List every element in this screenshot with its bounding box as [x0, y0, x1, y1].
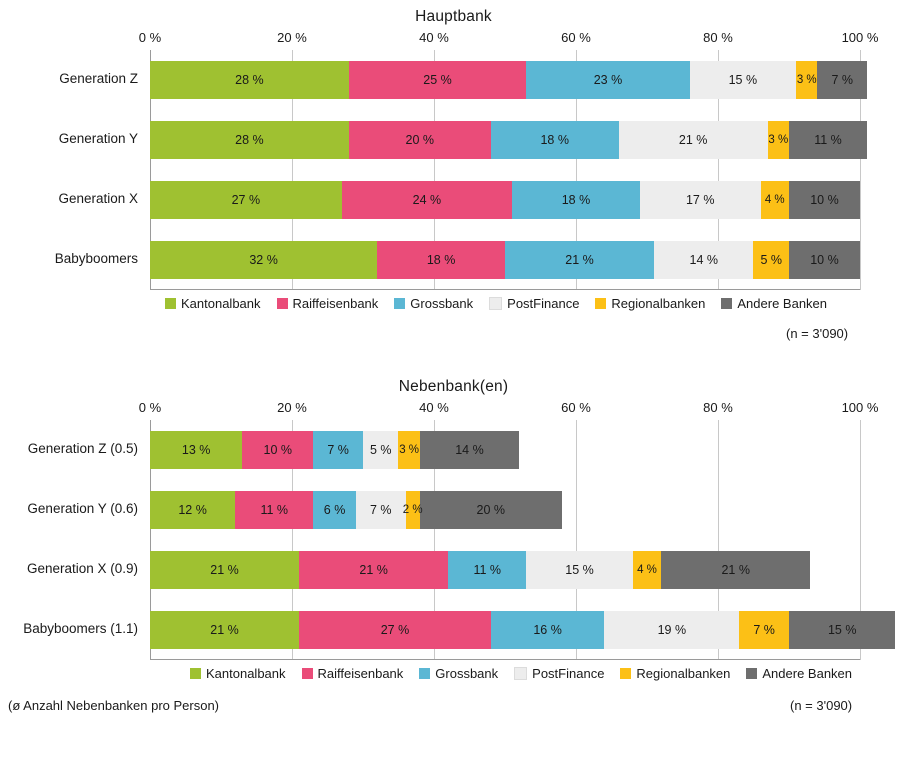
- legend-top: [165, 296, 827, 311]
- bar-segment-label: 10 %: [810, 253, 839, 267]
- category-label: Generation Z: [59, 71, 138, 86]
- legend-swatch: [394, 298, 405, 309]
- legend-swatch: [514, 667, 527, 680]
- bar-segment[interactable]: [817, 61, 867, 99]
- bar-segment-label: 18 %: [561, 193, 591, 207]
- bar-segment[interactable]: [150, 491, 235, 529]
- x-axis-top: [0, 30, 907, 50]
- x-tick-label: 60 %: [561, 400, 591, 415]
- bar-segment[interactable]: [753, 241, 789, 279]
- bar-segment[interactable]: [526, 551, 633, 589]
- category-label: Generation X (0.9): [26, 561, 138, 576]
- bar-segment[interactable]: [619, 121, 768, 159]
- bar-segment-label: 11 %: [260, 503, 289, 517]
- bar-segment-label: 15 %: [827, 623, 857, 637]
- x-axis-bottom: [0, 400, 907, 420]
- bar-segment-label: 20 %: [476, 503, 505, 517]
- bar-segment[interactable]: [761, 181, 789, 219]
- x-tick-label: 20 %: [277, 30, 307, 45]
- bar-segment[interactable]: [313, 491, 356, 529]
- bar-segment[interactable]: [150, 181, 342, 219]
- bar-segment-label: 3 %: [399, 444, 420, 456]
- bar-segment-label: 23 %: [593, 73, 623, 87]
- legend-label: PostFinance: [507, 296, 580, 311]
- bar-segment-label: 7 %: [753, 623, 775, 637]
- footnote-average-count: (ø Anzahl Nebenbanken pro Person): [8, 698, 220, 713]
- legend-label: Andere Banken: [737, 296, 828, 311]
- legend-label: Andere Banken: [762, 666, 853, 681]
- bar-segment[interactable]: [633, 551, 661, 589]
- bar-segment-label: 19 %: [657, 623, 687, 637]
- bar-row[interactable]: [150, 61, 867, 99]
- axis-line-bottom: [150, 659, 860, 660]
- bar-segment-label: 18 %: [540, 133, 569, 147]
- bar-segment[interactable]: [789, 181, 860, 219]
- bar-segment-label: 21 %: [721, 563, 750, 577]
- chart-title-top: Hauptbank: [415, 8, 492, 25]
- bar-segment[interactable]: [313, 431, 363, 469]
- bar-segment-label: 4 %: [637, 564, 657, 576]
- legend-label: Grossbank: [435, 666, 499, 681]
- bar-segment[interactable]: [420, 431, 519, 469]
- chart-hauptbank: [0, 8, 907, 341]
- bar-segment-label: 17 %: [685, 193, 715, 207]
- category-label: Babyboomers (1.1): [23, 621, 138, 636]
- legend-swatch: [302, 668, 313, 679]
- bar-segment-label: 21 %: [210, 563, 239, 577]
- bar-segment-label: 21 %: [565, 253, 594, 267]
- bar-segment[interactable]: [768, 121, 789, 159]
- bar-segment-label: 5 %: [369, 443, 392, 457]
- bar-segment-label: 7 %: [327, 443, 349, 457]
- x-tick-label: 80 %: [703, 30, 733, 45]
- bar-segment-label: 7 %: [831, 73, 853, 87]
- bar-segment[interactable]: [420, 491, 562, 529]
- bar-segment[interactable]: [789, 611, 896, 649]
- legend-label: Kantonalbank: [181, 296, 261, 311]
- bar-segment[interactable]: [150, 551, 299, 589]
- legend-swatch: [721, 298, 732, 309]
- bar-segment-label: 5 %: [760, 253, 782, 267]
- bar-segment[interactable]: [150, 61, 349, 99]
- bar-segment[interactable]: [235, 491, 313, 529]
- bar-segment-label: 24 %: [412, 193, 442, 207]
- bar-segment-label: 21 %: [210, 623, 239, 637]
- legend-swatch: [165, 298, 176, 309]
- legend-label: Raiffeisenbank: [317, 666, 404, 681]
- chart-title-bottom: Nebenbank(en): [398, 378, 509, 395]
- legend-item[interactable]: [419, 666, 498, 681]
- bar-row[interactable]: [150, 551, 810, 589]
- legend-swatch: [746, 668, 757, 679]
- bar-segment[interactable]: [150, 611, 299, 649]
- bar-segment[interactable]: [363, 431, 399, 469]
- bar-segment[interactable]: [491, 611, 605, 649]
- bar-segment[interactable]: [342, 181, 512, 219]
- bar-segment-label: 3 %: [768, 134, 789, 146]
- bar-segment-label: 32 %: [249, 253, 278, 267]
- bar-segment-label: 28 %: [235, 133, 264, 147]
- bar-row[interactable]: [150, 491, 562, 529]
- chart-nebenbank: [0, 378, 907, 713]
- category-label: Generation Y: [58, 131, 138, 146]
- bar-segment[interactable]: [789, 241, 860, 279]
- bar-row[interactable]: [150, 241, 860, 279]
- bar-row[interactable]: [150, 181, 860, 219]
- legend-item[interactable]: [394, 296, 473, 311]
- bar-segment[interactable]: [150, 241, 377, 279]
- sample-size-bottom: (n = 3'090): [790, 698, 853, 713]
- bar-segment-label: 11 %: [473, 563, 502, 577]
- bar-segment[interactable]: [796, 61, 817, 99]
- legend-label: PostFinance: [532, 666, 605, 681]
- bar-segment-label: 20 %: [405, 133, 435, 147]
- category-label: Babyboomers: [54, 251, 138, 266]
- bar-segment[interactable]: [377, 241, 505, 279]
- legend-label: Grossbank: [410, 296, 474, 311]
- bar-segment-label: 28 %: [235, 73, 264, 87]
- bar-row[interactable]: [150, 611, 895, 649]
- bar-segment[interactable]: [654, 241, 753, 279]
- bar-segment-label: 6 %: [323, 503, 346, 517]
- legend-item[interactable]: [489, 296, 579, 311]
- x-tick-label: 100 %: [841, 400, 879, 415]
- axis-line-bottom: [150, 289, 860, 290]
- bar-segment[interactable]: [402, 491, 423, 529]
- bar-segment-label: 16 %: [533, 623, 562, 637]
- legend-label: Raiffeisenbank: [292, 296, 379, 311]
- bar-segment[interactable]: [349, 121, 491, 159]
- category-label: Generation Z (0.5): [27, 441, 138, 456]
- x-tick-label: 0 %: [138, 400, 162, 415]
- bar-segment-label: 13 %: [181, 443, 211, 457]
- bar-segment-label: 27 %: [380, 623, 410, 637]
- bar-segment-label: 21 %: [359, 563, 388, 577]
- bar-segment-label: 4 %: [764, 194, 785, 206]
- legend-label: Regionalbanken: [611, 296, 706, 311]
- bar-segment-label: 27 %: [231, 193, 261, 207]
- plot-area-bottom: [0, 420, 907, 660]
- bar-segment[interactable]: [349, 61, 527, 99]
- legend-bottom: [190, 666, 852, 681]
- bar-segment[interactable]: [789, 121, 867, 159]
- bar-segment-label: 25 %: [423, 73, 452, 87]
- legend-item[interactable]: [302, 666, 404, 681]
- bar-segment-label: 18 %: [426, 253, 456, 267]
- bar-segment-label: 7 %: [369, 503, 392, 517]
- bar-segment[interactable]: [739, 611, 789, 649]
- x-tick-label: 40 %: [419, 400, 449, 415]
- x-tick-label: 40 %: [419, 30, 449, 45]
- bar-segment[interactable]: [604, 611, 739, 649]
- legend-label: Kantonalbank: [206, 666, 286, 681]
- bar-segment[interactable]: [448, 551, 526, 589]
- bar-segment[interactable]: [242, 431, 313, 469]
- bar-segment-label: 2 %: [402, 504, 423, 516]
- legend-item[interactable]: [746, 666, 852, 681]
- bar-segment[interactable]: [491, 121, 619, 159]
- bar-segment[interactable]: [505, 241, 654, 279]
- bar-row[interactable]: [150, 431, 519, 469]
- x-tick-label: 0 %: [138, 30, 162, 45]
- bar-segment-label: 15 %: [728, 73, 758, 87]
- bar-segment-label: 14 %: [689, 253, 719, 267]
- category-label: Generation Y (0.6): [27, 501, 138, 516]
- bar-row[interactable]: [150, 121, 867, 159]
- bar-segment[interactable]: [690, 61, 797, 99]
- legend-swatch: [277, 298, 288, 309]
- bar-segment[interactable]: [526, 61, 689, 99]
- legend-swatch: [620, 668, 631, 679]
- bar-segment[interactable]: [150, 121, 349, 159]
- bar-segment-label: 15 %: [565, 563, 594, 577]
- legend-item[interactable]: [620, 666, 730, 681]
- bar-segment-label: 11 %: [814, 133, 842, 147]
- bar-segment[interactable]: [398, 431, 419, 469]
- legend-swatch: [489, 297, 502, 310]
- x-tick-label: 80 %: [703, 400, 733, 415]
- bar-segment-label: 10 %: [263, 443, 293, 457]
- legend-swatch: [190, 668, 201, 679]
- sample-size-top: (n = 3'090): [786, 326, 849, 341]
- bar-segment-label: 21 %: [678, 133, 708, 147]
- bar-segment[interactable]: [512, 181, 640, 219]
- legend-swatch: [595, 298, 606, 309]
- plot-area-top: [0, 50, 907, 290]
- x-tick-label: 60 %: [561, 30, 591, 45]
- legend-item[interactable]: [190, 666, 286, 681]
- bar-segment[interactable]: [661, 551, 810, 589]
- bar-segment-label: 3 %: [796, 74, 817, 86]
- bar-segment-label: 14 %: [455, 443, 484, 457]
- legend-swatch: [419, 668, 430, 679]
- x-tick-label: 100 %: [841, 30, 879, 45]
- legend-label: Regionalbanken: [636, 666, 731, 681]
- legend-item[interactable]: [595, 296, 705, 311]
- bar-segment-label: 12 %: [178, 503, 207, 517]
- bar-segment[interactable]: [150, 431, 242, 469]
- bar-segment[interactable]: [299, 551, 448, 589]
- x-tick-label: 20 %: [277, 400, 307, 415]
- legend-item[interactable]: [165, 296, 261, 311]
- bar-segment[interactable]: [356, 491, 406, 529]
- bar-segment[interactable]: [640, 181, 761, 219]
- category-label: Generation X: [58, 191, 138, 206]
- legend-item[interactable]: [721, 296, 827, 311]
- bar-segment[interactable]: [299, 611, 491, 649]
- bar-segment-label: 10 %: [810, 193, 839, 207]
- legend-item[interactable]: [277, 296, 379, 311]
- legend-item[interactable]: [514, 666, 604, 681]
